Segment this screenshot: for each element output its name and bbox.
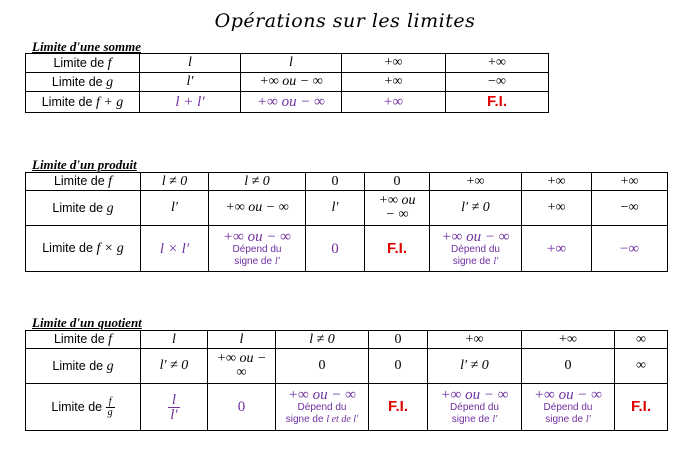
- product-row-result: [26, 226, 668, 272]
- quotient-row-f: [26, 331, 668, 349]
- cell: 0: [276, 349, 369, 384]
- cell: ∞: [615, 331, 668, 349]
- row-header: Limite de g: [26, 349, 141, 384]
- cell: 0: [306, 226, 365, 272]
- cell: l: [208, 331, 276, 349]
- cell: +∞: [522, 191, 592, 226]
- indeterminate-form: F.I.: [365, 226, 430, 272]
- cell: ∞: [615, 349, 668, 384]
- cell: +∞: [522, 331, 615, 349]
- section-title-sum: Limite d'une somme: [32, 39, 142, 54]
- cell: l′ ≠ 0: [428, 349, 522, 384]
- row-header: Limite de $\frac{f}{g}$: [26, 384, 141, 431]
- product-row-g: [26, 191, 668, 226]
- cell: l′ ≠ 0: [141, 349, 208, 384]
- product-table: [25, 172, 668, 272]
- cell: +∞: [430, 173, 522, 191]
- cell: l + l′: [140, 92, 241, 113]
- product-row-f: [26, 173, 668, 191]
- cell: +∞ ou − ∞ Dépend du signe de l et de l′: [276, 384, 369, 431]
- cell: 0: [369, 331, 428, 349]
- cell: l′: [140, 73, 241, 92]
- section-title-quotient: Limite d'un quotient: [32, 315, 142, 330]
- cell: +∞ ou − ∞ Dépend du signe de l′: [522, 384, 615, 431]
- row-header: Limite de g: [26, 73, 140, 92]
- cell: +∞: [592, 173, 668, 191]
- cell: 0: [208, 384, 276, 431]
- cell: 0: [369, 349, 428, 384]
- cell: l′: [306, 191, 365, 226]
- cell: 0: [522, 349, 615, 384]
- sum-row-f: [26, 54, 549, 73]
- cell: +∞ ou − ∞ Dépend du signe de l′: [428, 384, 522, 431]
- cell: −∞: [592, 191, 668, 226]
- cell: +∞ ou − ∞: [209, 191, 306, 226]
- cell: +∞ ou − ∞: [208, 349, 276, 384]
- cell: l ≠ 0: [141, 173, 209, 191]
- cell: +∞: [342, 92, 446, 113]
- cell: +∞: [342, 73, 446, 92]
- cell: +∞ ou − ∞: [365, 191, 430, 226]
- indeterminate-form: F.I.: [369, 384, 428, 431]
- cell: l × l′: [141, 226, 209, 272]
- cell: +∞: [522, 173, 592, 191]
- cell: $\frac{l}{l'}$: [141, 384, 208, 431]
- indeterminate-form: F.I.: [446, 92, 549, 113]
- row-header: Limite de f: [26, 331, 141, 349]
- row-header: Limite de g: [26, 191, 141, 226]
- page-title: Opérations sur les limites: [214, 10, 476, 32]
- cell: l: [141, 331, 208, 349]
- cell: −∞: [592, 226, 668, 272]
- cell: l′: [141, 191, 209, 226]
- sum-row-g: [26, 73, 549, 92]
- quotient-table: [25, 330, 668, 431]
- section-title-product: Limite d'un produit: [32, 157, 137, 172]
- cell: +∞ ou − ∞ Dépend du signe de l′: [209, 226, 306, 272]
- cell: l: [241, 54, 342, 73]
- cell: +∞: [446, 54, 549, 73]
- quotient-row-g: [26, 349, 668, 384]
- row-header: Limite de f + g: [26, 92, 140, 113]
- cell: +∞ ou − ∞ Dépend du signe de l′: [430, 226, 522, 272]
- cell: +∞: [522, 226, 592, 272]
- cell: l′ ≠ 0: [430, 191, 522, 226]
- cell: +∞: [428, 331, 522, 349]
- cell: l: [140, 54, 241, 73]
- cell: +∞: [342, 54, 446, 73]
- row-header: Limite de f × g: [26, 226, 141, 272]
- cell: 0: [365, 173, 430, 191]
- cell: 0: [306, 173, 365, 191]
- sum-table: [25, 53, 549, 113]
- sum-row-result: [26, 92, 549, 113]
- cell: +∞ ou − ∞: [241, 73, 342, 92]
- cell: +∞ ou − ∞: [241, 92, 342, 113]
- row-header: Limite de f: [26, 173, 141, 191]
- cell: l ≠ 0: [209, 173, 306, 191]
- indeterminate-form: F.I.: [615, 384, 668, 431]
- row-header: Limite de f: [26, 54, 140, 73]
- quotient-row-result: [26, 384, 668, 431]
- cell: −∞: [446, 73, 549, 92]
- cell: l ≠ 0: [276, 331, 369, 349]
